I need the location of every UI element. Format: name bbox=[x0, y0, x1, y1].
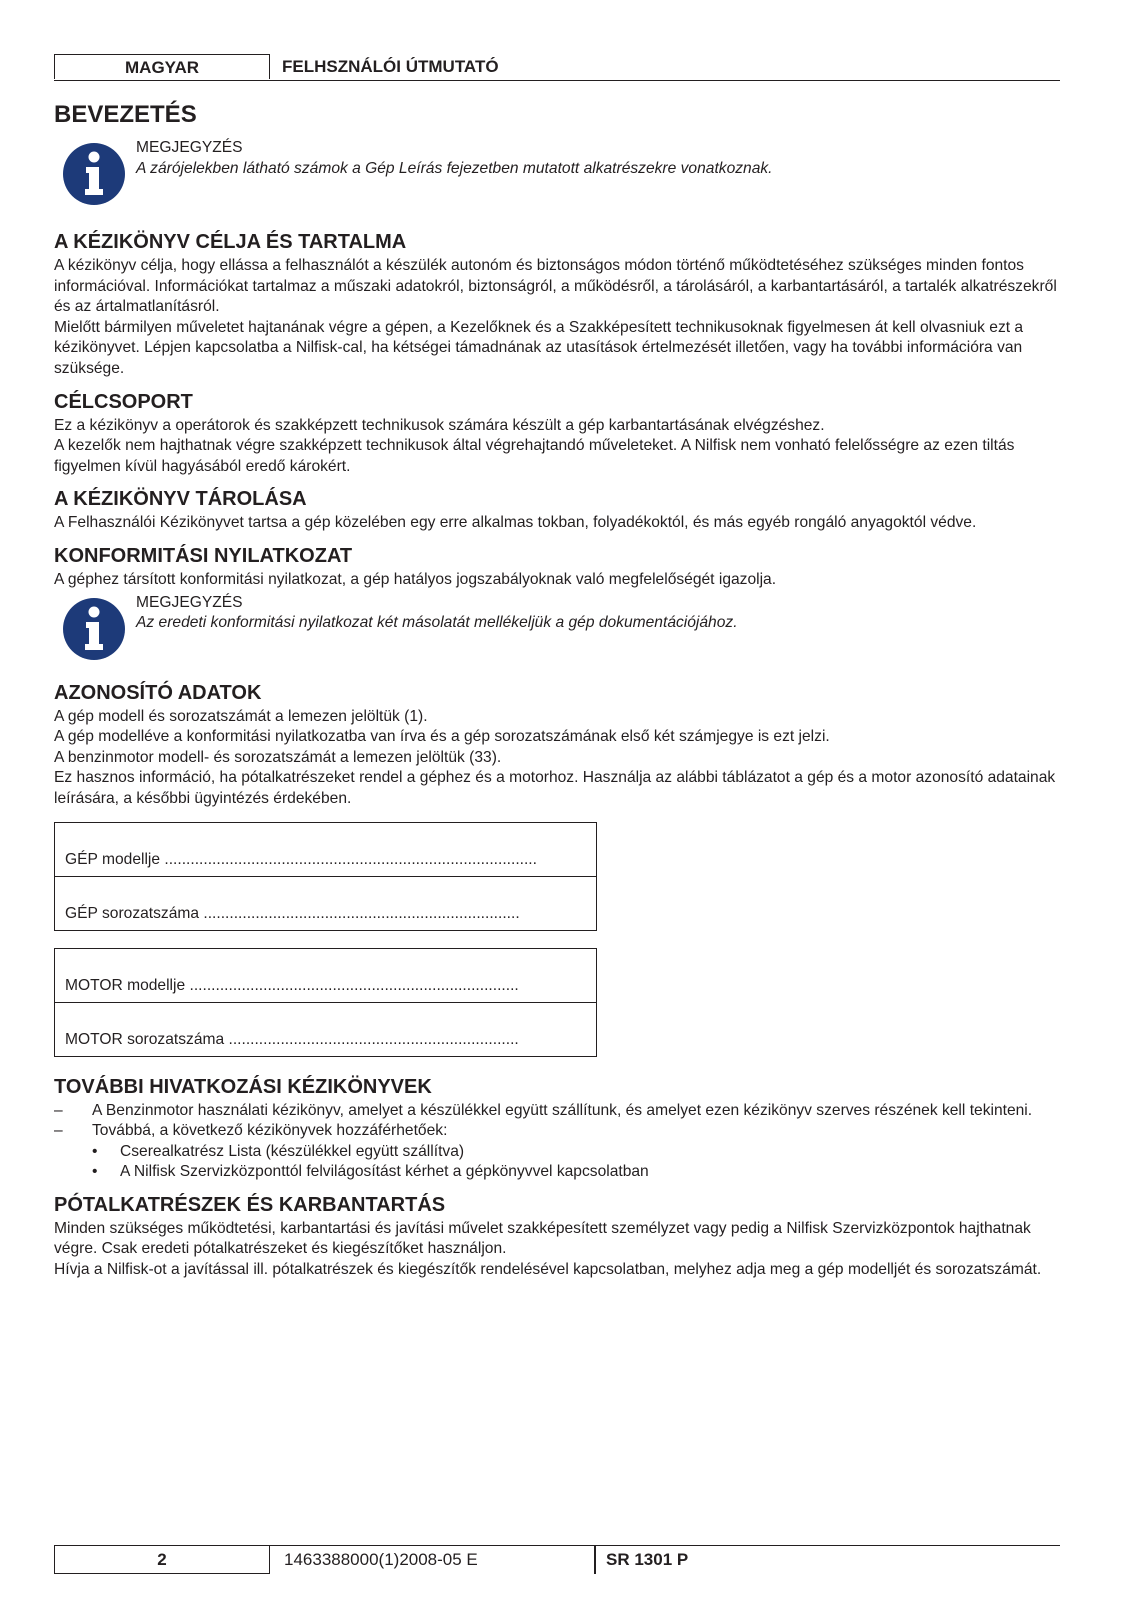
paragraph: Ez hasznos információ, ha pótalkatrészeket rendel a géphez és a motorhoz. Használja az alábbi táblázatot a gép és a motor azonosító adatainak leírására, a későbbi ügyintézés érdekében. bbox=[54, 769, 1056, 807]
section-heading: AZONOSÍTÓ ADATOK bbox=[54, 681, 262, 704]
page-number: 2 bbox=[54, 1546, 270, 1574]
bullet-marker: • bbox=[92, 1163, 98, 1181]
section-heading: TOVÁBBI HIVATKOZÁSI KÉZIKÖNYVEK bbox=[54, 1075, 432, 1098]
references-sublist bbox=[54, 1142, 1060, 1183]
machine-model-label: GÉP modellje ...................................................................................... bbox=[65, 850, 537, 868]
page-content bbox=[54, 100, 1060, 1291]
engine-model-row[interactable] bbox=[55, 949, 596, 1002]
info-icon bbox=[62, 142, 126, 206]
paragraph: A Felhasználói Kézikönyvet tartsa a gép közelében egy erre alkalmas tokban, folyadékoktól, és más egyéb rongáló anyagoktól védve. bbox=[54, 514, 977, 532]
bullet-marker: • bbox=[92, 1142, 98, 1160]
machine-id-table bbox=[54, 822, 597, 931]
note-text: Az eredeti konformitási nyilatkozat két másolatát mellékeljük a gép dokumentációjához. bbox=[136, 614, 738, 632]
list-item bbox=[54, 1121, 1060, 1142]
section-heading: A KÉZIKÖNYV CÉLJA ÉS TARTALMA bbox=[54, 231, 407, 253]
dash-marker: – bbox=[54, 1101, 63, 1119]
paragraph: A géphez társított konformitási nyilatkozat, a gép hatályos jogszabályoknak való megfelelőségét igazolja. bbox=[54, 570, 777, 588]
list-item-text: A Nilfisk Szervizközponttól felvilágosítást kérhet a gépkönyvvel kapcsolatban bbox=[120, 1163, 649, 1181]
machine-serial-row[interactable] bbox=[55, 876, 596, 930]
list-item-text: Cserealkatrész Lista (készülékkel együtt szállítva) bbox=[120, 1142, 465, 1160]
page-footer bbox=[54, 1545, 1060, 1578]
section-spare-parts bbox=[54, 1193, 1060, 1281]
section-heading: CÉLCSOPORT bbox=[54, 390, 193, 413]
paragraph: Hívja a Nilfisk-ot a javítással ill. pótalkatrészek és kiegészítők rendelésével kapcsolatban, melyhez adja meg a gép modelljét és sorozatszámát. bbox=[54, 1261, 1042, 1279]
dash-marker: – bbox=[54, 1122, 63, 1140]
list-item bbox=[54, 1162, 1060, 1183]
section-identification bbox=[54, 681, 1060, 1057]
intro-note bbox=[54, 138, 1060, 210]
paragraph: A kezelők nem hajthatnak végre szakképzett technikusok által végrehajtandó műveleteket. A Nilfisk nem vonható felelősségre az ezen tiltás figyelmen kívül hagyásából eredő károkért. bbox=[54, 437, 1015, 475]
paragraph: Mielőtt bármilyen műveletet hajtanának végre a gépen, a Kezelőknek és a Szakképesített technikusoknak figyelmesen át kell olvasniuk ezt a kézikönyvet. Lépjen kapcsolatba a Nilfisk-cal, ha kétségei támadnának az utasítások értelmezését illetően, vagy ha további információra van szüksége. bbox=[54, 318, 1024, 377]
section-references bbox=[54, 1075, 1060, 1183]
section-heading: KONFORMITÁSI NYILATKOZAT bbox=[54, 544, 353, 567]
paragraph: A benzinmotor modell- és sorozatszámát a lemezen jelöltük (33). bbox=[54, 748, 502, 766]
section-target-group bbox=[54, 390, 1060, 478]
conformity-note bbox=[54, 593, 1060, 665]
paragraph: A kézikönyv célja, hogy ellássa a felhasználót a készülék autonóm és biztonságos módon történő működtetéséhez szükséges minden fontos információval. Információkat tartalmaz a műszaki adatokról, biztonságról, a működésről, a tárolásáról, a karbantartásáról, a tartalék alkatrészekről és az ártalmatlanításról. bbox=[54, 257, 1057, 316]
section-conformity bbox=[54, 544, 1060, 591]
info-icon bbox=[62, 597, 126, 661]
list-item-text: Továbbá, a következő kézikönyvek hozzáférhetőek: bbox=[92, 1122, 448, 1140]
engine-id-table bbox=[54, 948, 597, 1057]
note-label: MEGJEGYZÉS bbox=[136, 139, 243, 156]
references-list bbox=[54, 1101, 1060, 1142]
machine-model-name: SR 1301 P bbox=[606, 1550, 689, 1569]
page-header bbox=[54, 54, 1060, 81]
engine-model-label: MOTOR modellje ............................................................................ bbox=[65, 976, 519, 994]
paragraph: Minden szükséges működtetési, karbantartási és javítási művelet szakképesített személyzet vagy pedig a Nilfisk Szervizközpontok hajthatnak végre. Csak eredeti pótalkatrészeket és kiegészítőket használjon. bbox=[54, 1219, 1031, 1258]
header-language: MAGYAR bbox=[54, 54, 270, 79]
paragraph: Ez a kézikönyv a operátorok és szakképzett technikusok számára készült a gép karbantartásának elvégzéshez. bbox=[54, 416, 825, 434]
paragraph: A gép modell és sorozatszámát a lemezen jelöltük (1). bbox=[54, 707, 428, 725]
footer-divider bbox=[594, 1546, 596, 1574]
section-purpose bbox=[54, 230, 1060, 380]
list-item bbox=[54, 1101, 1060, 1122]
engine-serial-row[interactable] bbox=[55, 1002, 596, 1056]
machine-model-row[interactable] bbox=[55, 823, 596, 876]
engine-serial-label: MOTOR sorozatszáma ................................................................... bbox=[65, 1030, 519, 1048]
document-code: 1463388000(1)2008-05 E bbox=[284, 1550, 478, 1569]
section-heading: PÓTALKATRÉSZEK ÉS KARBANTARTÁS bbox=[54, 1193, 446, 1216]
section-storage bbox=[54, 487, 1060, 534]
list-item-text: A Benzinmotor használati kézikönyv, amelyet a készülékkel együtt szállítunk, és amelyet ezen kézikönyv szerves részének kell tekinteni. bbox=[92, 1101, 1033, 1119]
machine-serial-label: GÉP sorozatszáma ......................................................................... bbox=[65, 904, 520, 922]
header-title: FELHSZNÁLÓI ÚTMUTATÓ bbox=[282, 57, 499, 76]
paragraph: A gép modelléve a konformitási nyilatkozatba van írva és a gép sorozatszámának első két számjegye is ezt jelzi. bbox=[54, 728, 830, 746]
note-label: MEGJEGYZÉS bbox=[136, 593, 243, 611]
list-item bbox=[54, 1142, 1060, 1163]
intro-heading: BEVEZETÉS bbox=[54, 101, 197, 128]
note-text: A zárójelekben látható számok a Gép Leírás fejezetben mutatott alkatrészekre vonatkoznak. bbox=[136, 159, 773, 177]
section-heading: A KÉZIKÖNYV TÁROLÁSA bbox=[54, 488, 307, 511]
